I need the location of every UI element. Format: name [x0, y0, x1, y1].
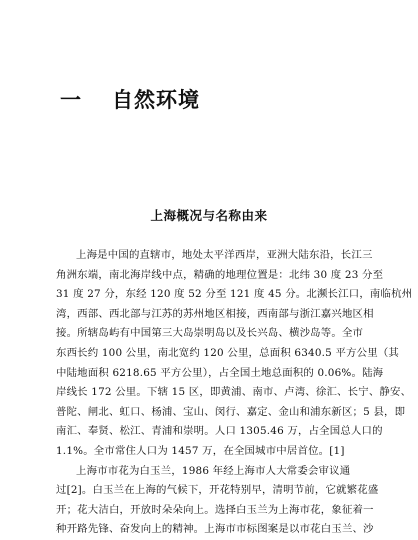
- text-line: 南汇、奉贤、松江、青浦和崇明。人口 1305.46 万，占全国总人口的: [56, 425, 383, 438]
- chapter-number: 一: [60, 88, 82, 112]
- paragraph-1: [56, 246, 413, 462]
- text-line: 种开路先锋、奋发向上的精神。上海市市标图案是以市花白玉兰、沙: [56, 523, 374, 536]
- text-line: 上海市市花为白玉兰，1986 年经上海市人大常委会审议通: [76, 464, 351, 477]
- chapter-title: 自然环境: [112, 88, 200, 112]
- text-line: 上海是中国的直辖市，地处太平洋西岸，亚洲大陆东沿，长江三: [76, 249, 373, 261]
- text-line: 湾，西部、西北部与江苏的苏州地区相接，西南部与浙江嘉兴地区相: [56, 307, 374, 320]
- text-line: 接。所辖岛屿有中国第三大岛崇明岛以及长兴岛、横沙岛等。全市: [56, 327, 364, 340]
- section-title: 上海概况与名称由来: [150, 208, 268, 223]
- text-line: 1.1%。全市常住人口为 1457 万，在全国城市中居首位。[1]: [56, 444, 345, 457]
- body-text: [56, 246, 413, 540]
- text-line: 普陀、闸北、虹口、杨浦、宝山、闵行、嘉定、金山和浦东新区；5 县，即: [56, 405, 406, 418]
- chapter-heading: [60, 84, 200, 114]
- text-line: 角洲东端，南北海岸线中点，精确的地理位置是：北纬 30 度 23 分至: [56, 268, 384, 281]
- text-line: 岸线长 172 公里。下辖 15 区，即黄浦、南市、卢湾、徐汇、长宁、静安、: [56, 386, 412, 399]
- paragraph-2: [56, 462, 379, 540]
- text-line: 31 度 27 分，东经 120 度 52 分至 121 度 45 分。北濒长江口，南临杭州: [56, 288, 413, 301]
- text-line: 东西长约 100 公里，南北宽约 120 公里，总面积 6340.5 平方公里（其: [56, 346, 400, 359]
- text-line: 过[2]。白玉兰在上海的气候下，开花特别早，清明节前，它就繁花盛: [56, 484, 379, 497]
- text-line: 开；花大洁白，开放时朵朵向上。选择白玉兰为上海市花，象征着一: [56, 503, 374, 516]
- text-line: 中陆地面积 6218.65 平方公里），占全国土地总面积的 0.06%。陆海: [56, 366, 384, 379]
